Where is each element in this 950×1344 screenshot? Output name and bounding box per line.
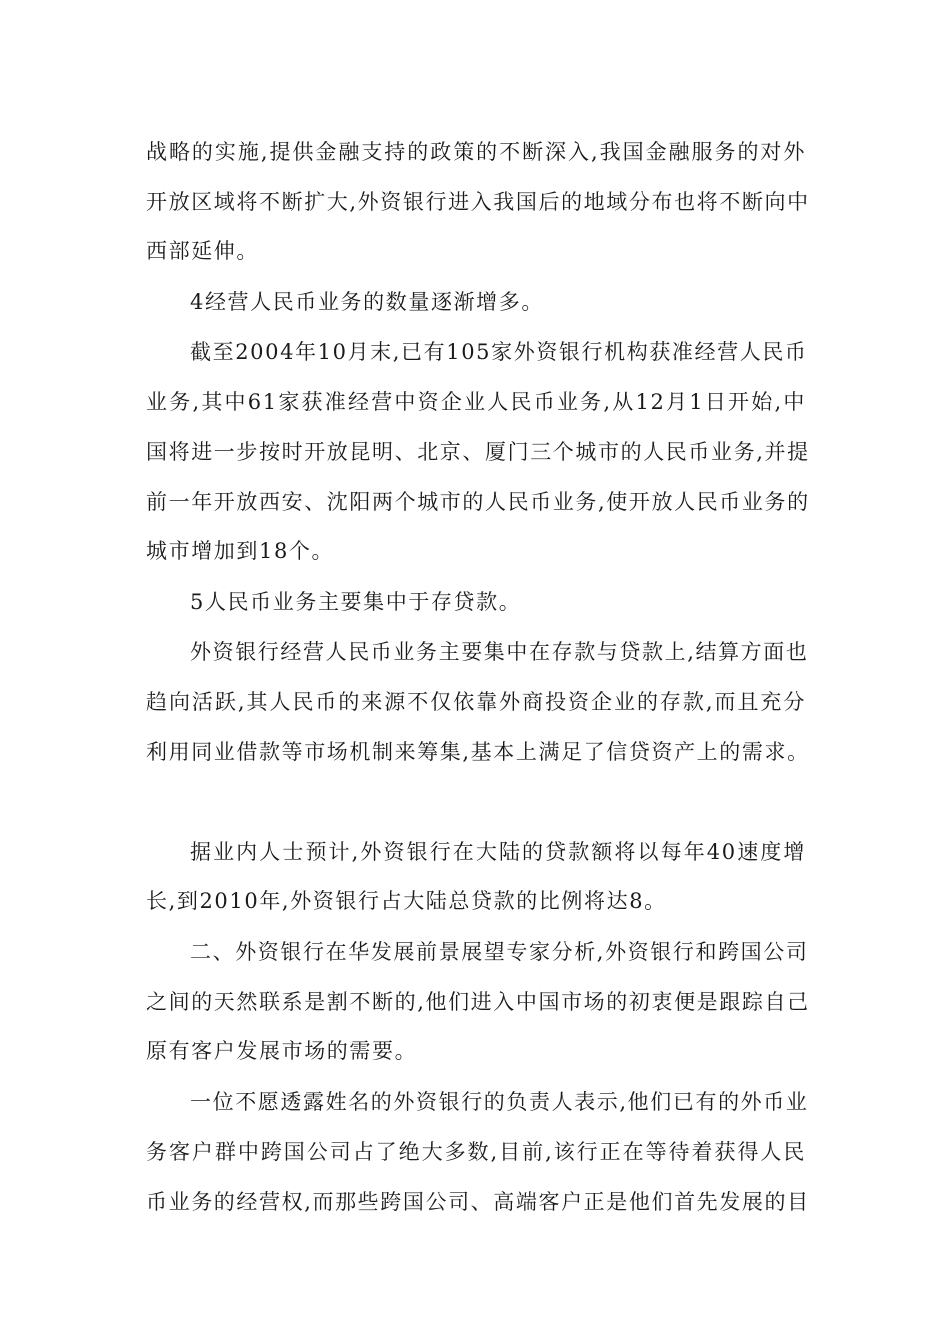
text-line: 趋向活跃,其人民币的来源不仅依靠外商投资企业的存款,而且充分 xyxy=(146,690,806,714)
section-heading: 4经营人民币业务的数量逐渐增多。 xyxy=(190,290,544,314)
text-line: 据业内人士预计,外资银行在大陆的贷款额将以每年40速度增 xyxy=(190,840,806,864)
text-line: 务客户群中跨国公司占了绝大多数,目前,该行正在等待着获得人民 xyxy=(146,1140,806,1164)
text-line: 城市增加到18个。 xyxy=(146,539,335,563)
text-line: 一位不愿透露姓名的外资银行的负责人表示,他们已有的外币业 xyxy=(190,1090,809,1114)
text-line: 原有客户发展市场的需要。 xyxy=(146,1039,418,1063)
text-line: 利用同业借款等市场机制来筹集,基本上满足了信贷资产上的需求。 xyxy=(146,740,810,764)
text-line: 二、外资银行在华发展前景展望专家分析,外资银行和跨国公司 xyxy=(190,940,809,964)
text-line: 开放区域将不断扩大,外资银行进入我国后的地域分布也将不断向中 xyxy=(146,190,810,214)
text-line: 西部延伸。 xyxy=(146,239,259,263)
text-line: 业务,其中61家获准经营中资企业人民币业务,从12月1日开始,中 xyxy=(146,390,806,414)
text-line: 外资银行经营人民币业务主要集中在存款与贷款上,结算方面也 xyxy=(190,640,809,664)
text-line: 之间的天然联系是割不断的,他们进入中国市场的初衷便是跟踪自己 xyxy=(146,990,810,1014)
text-line: 截至2004年10月末,已有105家外资银行机构获准经营人民币 xyxy=(190,340,808,364)
text-line: 长,到2010年,外资银行占大陆总贷款的比例将达8。 xyxy=(146,889,667,913)
text-line: 币业务的经营权,而那些跨国公司、高端客户正是他们首先发展的目 xyxy=(146,1190,810,1214)
text-line: 前一年开放西安、沈阳两个城市的人民币业务,使开放人民币业务的 xyxy=(146,490,810,514)
text-line: 战略的实施,提供金融支持的政策的不断深入,我国金融服务的对外 xyxy=(146,140,806,164)
text-line: 国将进一步按时开放昆明、北京、厦门三个城市的人民币业务,并提 xyxy=(146,440,810,464)
section-heading: 5人民币业务主要集中于存贷款。 xyxy=(190,590,522,614)
